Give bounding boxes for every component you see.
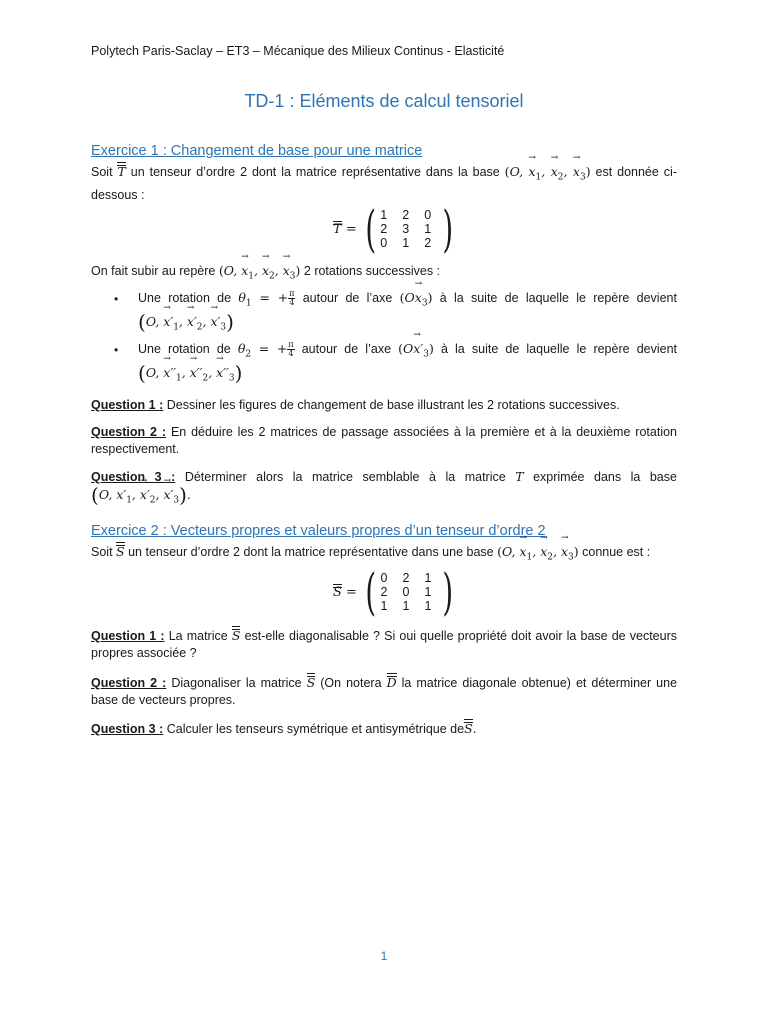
- matrix-entry: 1: [380, 599, 388, 613]
- matrix-entry: 1: [380, 208, 388, 222]
- matrix-entry: 3: [402, 222, 410, 236]
- matrix-entry: 1: [402, 599, 410, 613]
- matrix-entry: 2: [424, 236, 432, 250]
- exercise-1-title: Exercice 1 : Changement de base pour une matrice: [91, 143, 423, 159]
- intro-text: un tenseur d’ordre 2 dont la matrice représentative dans la base: [130, 165, 500, 179]
- matrix-S: S = ( 0 2 1 2 0 1 1 1 1 ): [333, 563, 454, 621]
- ex1-question-3: Question 3 : Déterminer alors la matrice semblable à la matrice T exprimée dans la base (O, → $x'_1$, → $x'_2$, → $x'_3$).: [91, 468, 677, 510]
- matrix-entry: 1: [424, 585, 432, 599]
- ex1-question-2: Question 2 : En déduire les 2 matrices de passage associées à la première et à la deuxième rotation respectivement.: [91, 425, 677, 456]
- matrix-label: S =: [333, 584, 357, 600]
- ex2-question-3: Question 3 : Calculer les tenseurs symétrique et antisymétrique deS.: [91, 721, 477, 736]
- bullet-1: Une rotation de $\theta_1$ = + $\frac{\pi}{4}$ autour de l’axe $(O\to x_3)$ à la suite de laquelle le repère devient (O, → $x'_1$, → $x'_2$, → $x'_3$): [138, 289, 677, 336]
- matrix-entry: 1: [424, 222, 432, 236]
- matrix-entry: 2: [402, 208, 410, 222]
- page-number: 1: [380, 949, 388, 963]
- matrix-entry: 1: [424, 599, 432, 613]
- matrix-T: T = ( 1 2 0 2 3 1 0 1 2 ): [333, 200, 454, 258]
- matrix-grid: [380, 208, 438, 250]
- matrix-entry: 2: [402, 571, 410, 585]
- intro-text: Soit: [91, 165, 113, 179]
- matrix-entry: 1: [424, 571, 432, 585]
- matrix-entry: 0: [380, 571, 388, 585]
- exercise-2-title: Exercice 2 : Vecteurs propres et valeurs propres d’un tenseur d’ordre 2: [91, 523, 546, 539]
- exercise-1-intro: Soit T un tenseur d’ordre 2 dont la matrice représentative dans la base (O, → $x_1$, → $x_2$, → $x_3$) est donnée ci-dessous :: [91, 163, 677, 204]
- matrix-entry: 2: [380, 585, 388, 599]
- bullet-marker: •: [114, 343, 119, 357]
- ex1-question-1: Question 1 : Dessiner les figures de changement de base illustrant les 2 rotations successives.: [91, 398, 620, 412]
- matrix-entry: 0: [424, 208, 432, 222]
- ex2-question-1: Question 1 : La matrice S est-elle diagonalisable ? Si oui quelle propriété doit avoir la base de vecteurs propres associée ?: [91, 628, 677, 660]
- page-title: TD-1 : Eléments de calcul tensoriel: [244, 91, 524, 111]
- matrix-entry: 1: [402, 236, 410, 250]
- exercise-2-intro: Soit S un tenseur d’ordre 2 dont la matrice représentative dans une base (O, → $x_1$, → $x_2$, → $x_3$) connue est :: [91, 543, 677, 567]
- matrix-label: T =: [333, 221, 357, 237]
- matrix-entry: 0: [380, 236, 388, 250]
- matrix-grid: [380, 571, 438, 613]
- intro-text: est donnée ci-dessous :: [91, 165, 677, 202]
- matrix-entry: 0: [402, 585, 410, 599]
- ex2-question-2: Question 2 : Diagonaliser la matrice S (On notera D la matrice diagonale obtenue) et déterminer une base de vecteurs propres.: [91, 675, 678, 707]
- bullet-2: Une rotation de $\theta_2$ = + $\frac{\pi}{4}$ autour de l’axe $(O\to x'_3)$ à la suite de laquelle le repère devient (O, → $x''_1$, → $x''_2$, → $x''_3$): [138, 340, 677, 387]
- page-header: Polytech Paris-Saclay – ET3 – Mécanique des Milieux Continus - Elasticité: [91, 44, 505, 58]
- matrix-entry: 2: [380, 222, 388, 236]
- rotation-intro: On fait subir au repère (O, → $x_1$, → $x_2$, → $x_3$) 2 rotations successives :: [91, 262, 677, 286]
- bullet-marker: •: [114, 292, 119, 306]
